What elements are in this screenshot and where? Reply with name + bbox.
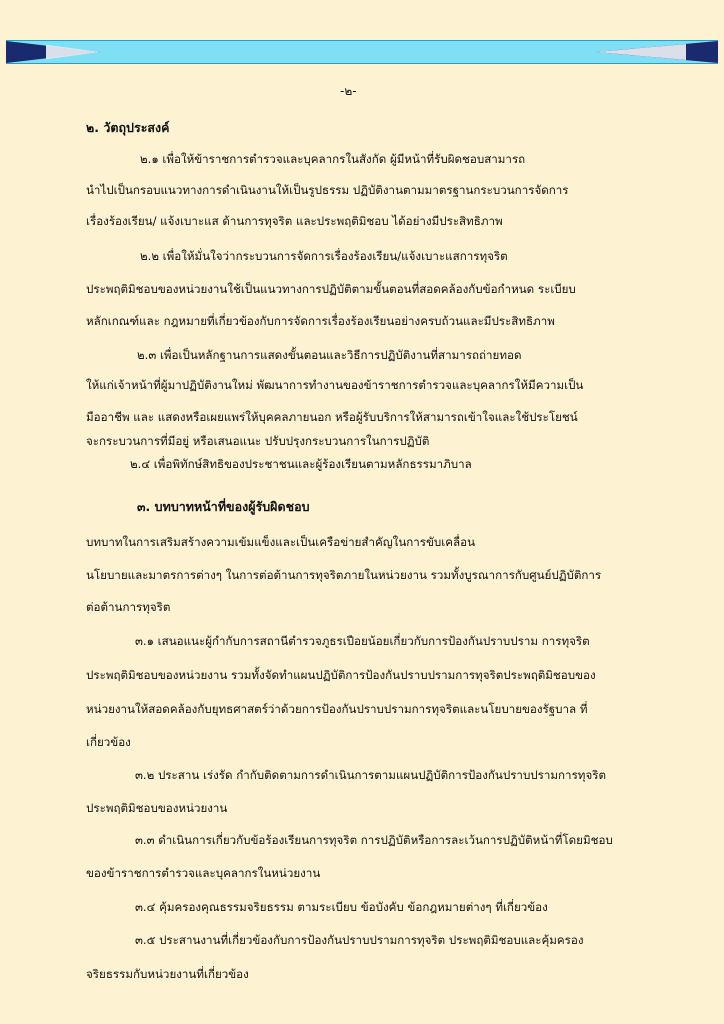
paragraph-line: เรื่องร้องเรียน/ แจ้งเบาะแส ด้านการทุจริต และประพฤติมิชอบ ได้อย่างมีประสิทธิภาพ: [86, 214, 503, 228]
paragraph-line: ของข้าราชการตำรวจและบุคลากรในหน่วยงาน: [86, 866, 321, 880]
paragraph-line: จริยธรรมกับหน่วยงานที่เกี่ยวข้อง: [86, 967, 249, 981]
header-arrow-ornament: [6, 41, 718, 63]
section-3-heading: ๓. บทบาทหน้าที่ของผู้รับผิดชอบ: [137, 499, 310, 514]
paragraph-line: หน่วยงานให้สอดคล้องกับยุทธศาสตร์ว่าด้วยการป้องกันปราบปรามการทุจริตและนโยบายของรัฐบาล ที่: [86, 702, 588, 716]
paragraph-line: ๓.๒ ประสาน เร่งรัด กำกับติดตามการดำเนินการตามแผนปฏิบัติการป้องกันปราบปรามการทุจริต: [135, 768, 606, 782]
paragraph-line: ๒.๑ เพื่อให้ข้าราชการตำรวจและบุคลากรในสังกัด ผู้มีหน้าที่รับผิดชอบสามารถ: [140, 152, 526, 166]
paragraph-line: ๒.๓ เพื่อเป็นหลักฐานการแสดงขั้นตอนและวิธีการปฏิบัติงานที่สามารถถ่ายทอด: [137, 348, 522, 362]
paragraph-line: นำไปเป็นกรอบแนวทางการดำเนินงานให้เป็นรูปธรรม ปฏิบัติงานตามมาตรฐานกระบวนการจัดการ: [86, 183, 569, 197]
right-arrow-highlight: [596, 44, 686, 60]
paragraph-line: ให้แก่เจ้าหน้าที่ผู้มาปฏิบัติงานใหม่ พัฒนาการทำงานของข้าราชการตำรวจและบุคลากรให้มีความเป็น: [86, 378, 584, 392]
paragraph-line: ๓.๓ ดำเนินการเกี่ยวกับข้อร้องเรียนการทุจริต การปฏิบัติหรือการละเว้นการปฏิบัติหน้าที่โดยมิชอบ: [135, 833, 613, 847]
paragraph-line: หลักเกณฑ์และ กฎหมายที่เกี่ยวข้องกับการจัดการเรื่องร้องเรียนอย่างครบถ้วนและมีประสิทธิภาพ: [86, 314, 555, 328]
paragraph-line: มืออาชีพ และ แสดงหรือเผยแพร่ให้บุคคลภายนอก หรือผู้รับบริการให้สามารถเข้าใจและใช้ประโยชน์: [86, 410, 578, 424]
paragraph-line: ประพฤติมิชอบของหน่วยงาน: [86, 801, 228, 815]
paragraph-line: บทบาทในการเสริมสร้างความเข้มแข็งและเป็นเครือข่ายสำคัญในการขับเคลื่อน: [86, 535, 475, 549]
paragraph-line: นโยบายและมาตรการต่างๆ ในการต่อต้านการทุจริตภายในหน่วยงาน รวมทั้งบูรณาการกับศูนย์ปฏิบัติการ: [86, 568, 602, 582]
paragraph-line: ประพฤติมิชอบของหน่วยงานใช้เป็นแนวทางการปฏิบัติตามขั้นตอนที่สอดคล้องกับข้อกำหนด ระเบียบ: [86, 282, 576, 296]
paragraph-line: ๓.๑ เสนอแนะผู้กำกับการสถานีตำรวจภูธรเปือยน้อยเกี่ยวกับการป้องกันปราบปราม การทุจริต: [135, 634, 590, 648]
paragraph-line: ๓.๔ คุ้มครองคุณธรรมจริยธรรม ตามระเบียบ ข้อบังคับ ข้อกฎหมายต่างๆ ที่เกี่ยวข้อง: [135, 900, 548, 914]
paragraph-line: เกี่ยวข้อง: [86, 735, 131, 749]
paragraph-line: ต่อต้านการทุจริต: [86, 600, 171, 614]
paragraph-line: ๒.๒ เพื่อให้มั่นใจว่ากระบวนการจัดการเรื่องร้องเรียน/แจ้งเบาะแสการทุจริต: [140, 249, 508, 263]
paragraph-line: ๒.๔ เพื่อพิทักษ์สิทธิของประชาชนและผู้ร้องเรียนตามหลักธรรมาภิบาล: [130, 457, 472, 471]
paragraph-line: จะกระบวนการที่มีอยู่ หรือเสนอแนะ ปรับปรุงกระบวนการในการปฏิบัติ: [86, 434, 430, 448]
left-arrow-highlight: [46, 45, 101, 59]
page-number: -๒-: [340, 84, 357, 98]
decorative-header-band: [6, 40, 718, 64]
paragraph-line: ประพฤติมิชอบของหน่วยงาน รวมทั้งจัดทำแผนปฏิบัติการป้องกันปราบปรามการทุจริตประพฤติมิชอบของ: [86, 668, 596, 682]
section-2-heading: ๒. วัตถุประสงค์: [86, 120, 170, 135]
paragraph-line: ๓.๕ ประสานงานที่เกี่ยวข้องกับการป้องกันปราบปรามการทุจริต ประพฤติมิชอบและคุ้มครอง: [135, 933, 584, 947]
